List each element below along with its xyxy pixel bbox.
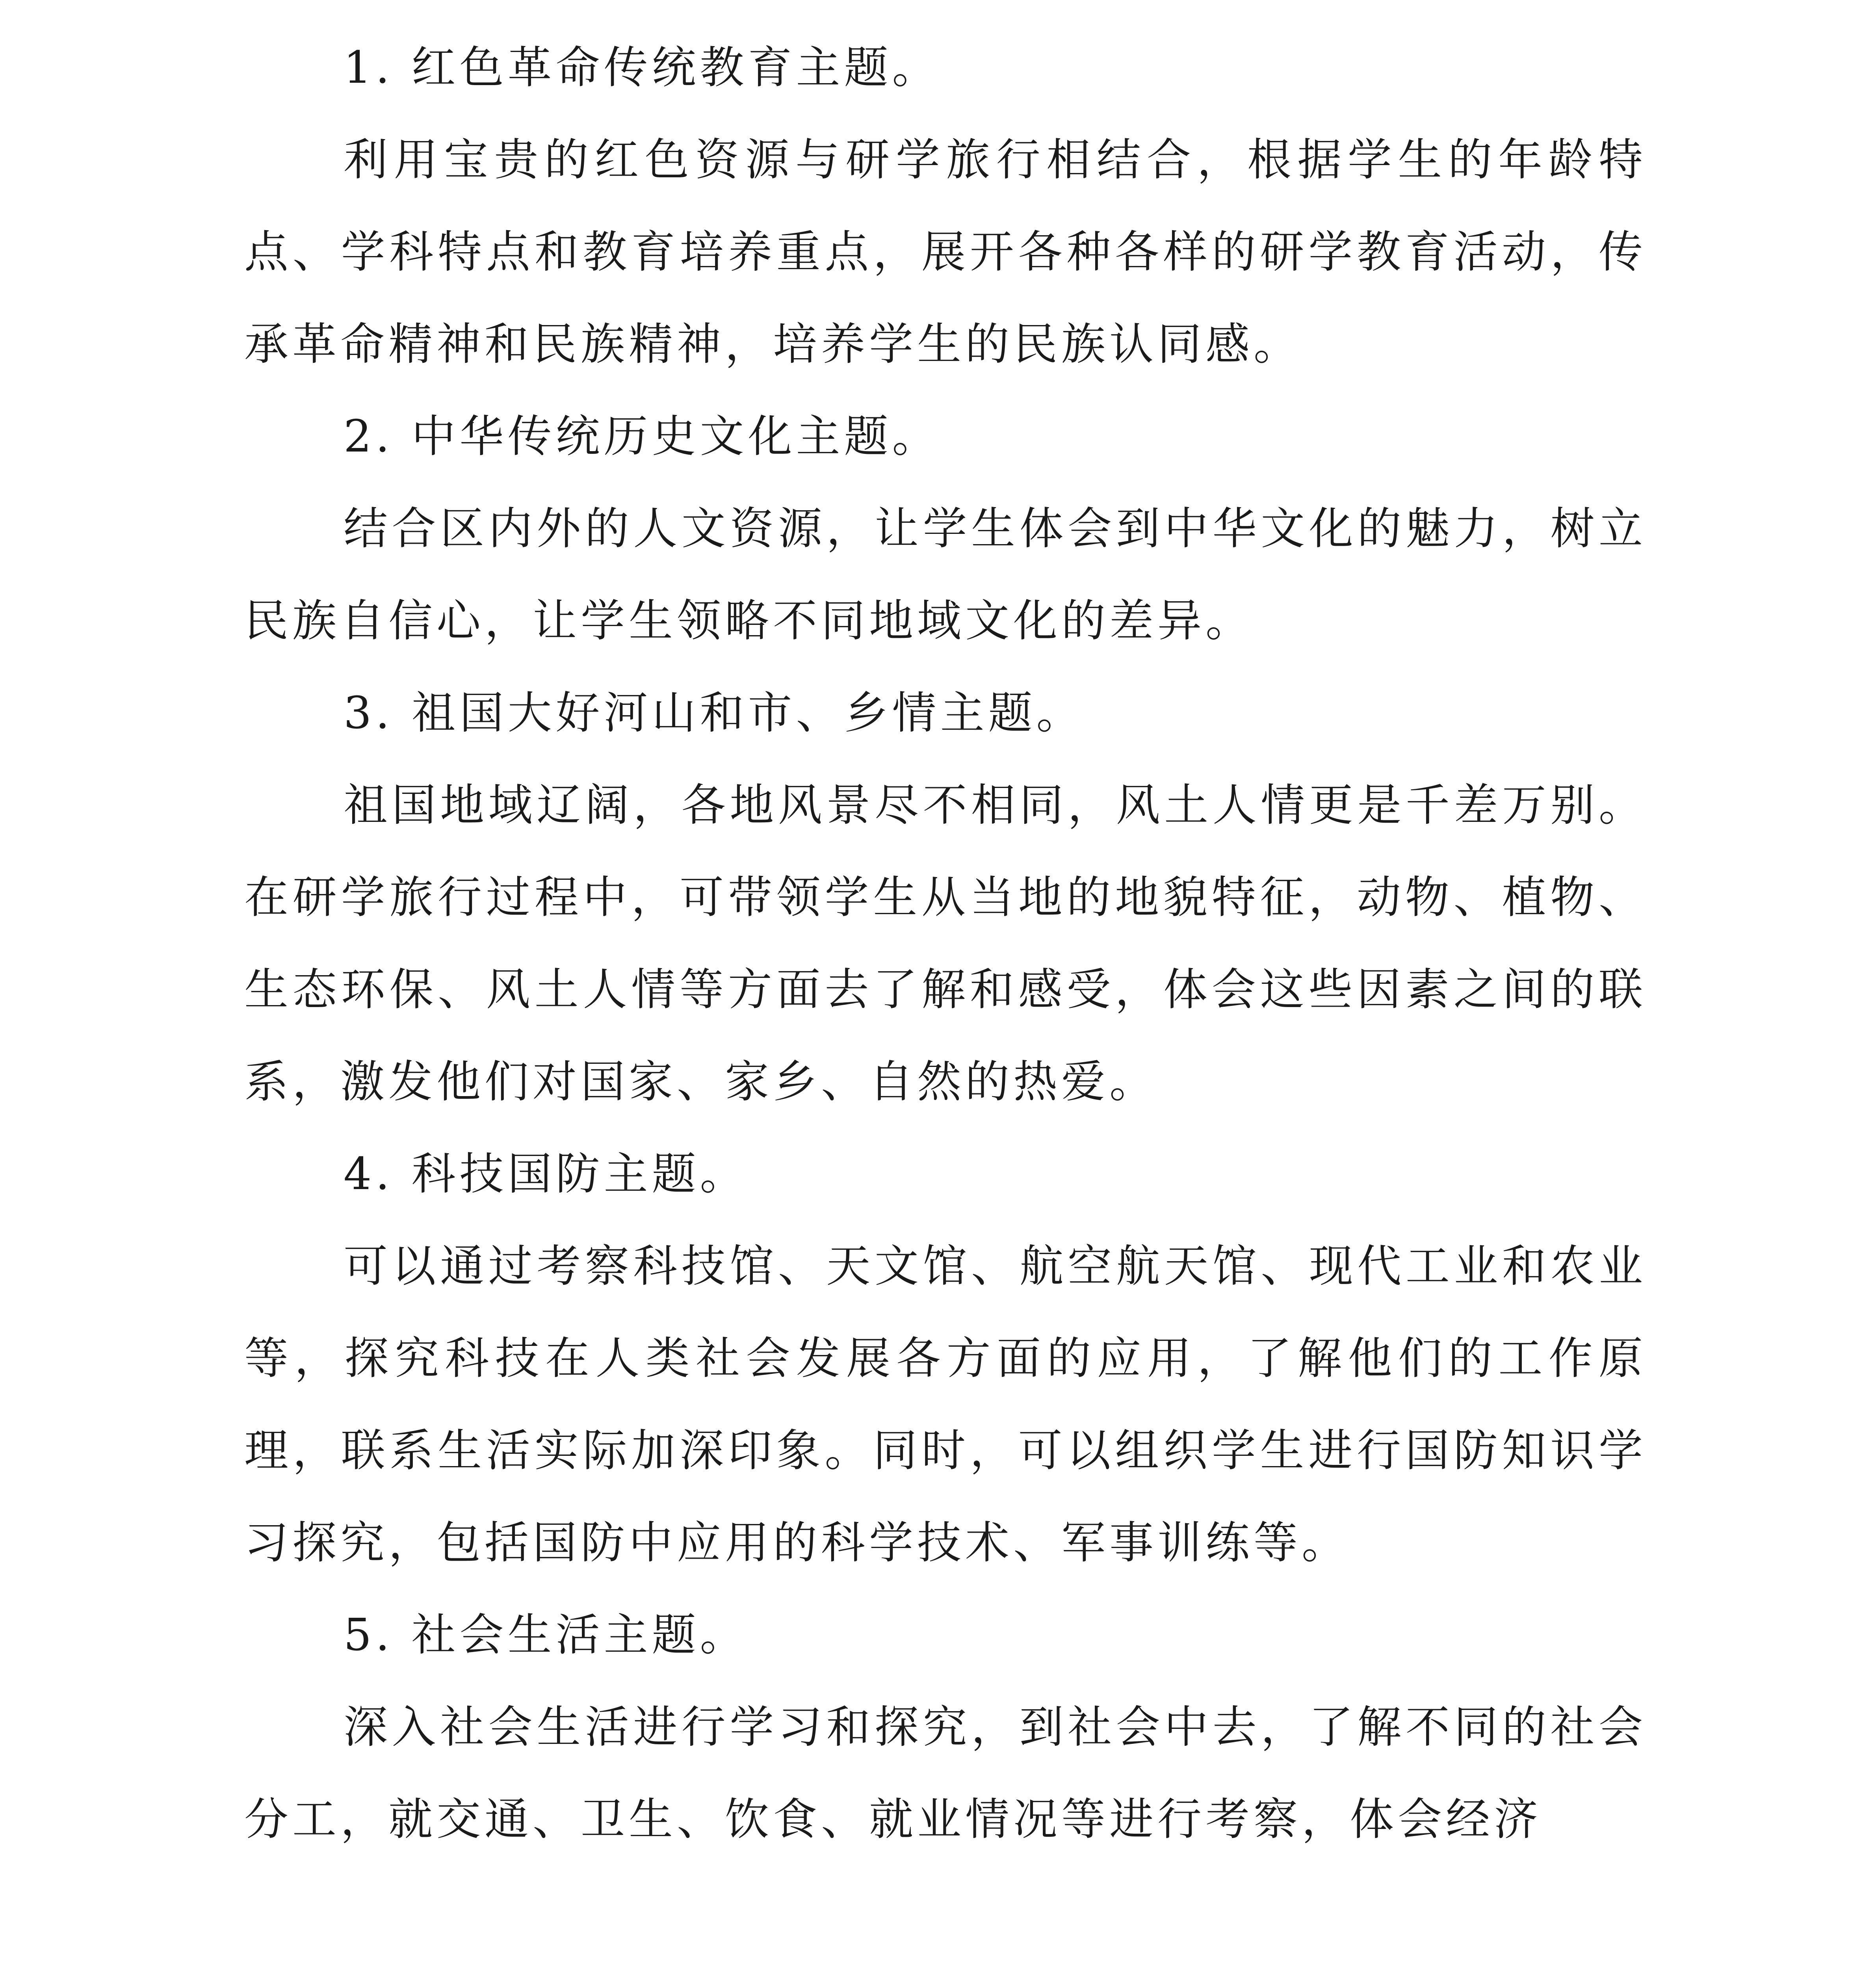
section-heading: 5. 社会生活主题。 — [344, 1609, 748, 1661]
section-heading: 2. 中华传统历史文化主题。 — [344, 411, 940, 462]
section-paragraph: 可以通过考察科技馆、天文馆、航空航天馆、现代工业和农业等，探究科技在人类社会发展各方面的应用，了解他们的工作原理，联系生活实际加深印象。同时，可以组织学生进行国防知识学习探究，包括国防中应用的科学技术、军事训练等。 — [244, 1241, 1647, 1569]
document-body — [244, 22, 1647, 1866]
section-heading: 3. 祖国大好河山和市、乡情主题。 — [344, 688, 1085, 739]
section-heading: 4. 科技国防主题。 — [344, 1149, 748, 1200]
section-heading: 1. 红色革命传统教育主题。 — [344, 42, 940, 93]
section-paragraph: 祖国地域辽阔，各地风景尽不相同，风土人情更是千差万别。在研学旅行过程中，可带领学生从当地的地貌特征，动物、植物、生态环保、风土人情等方面去了解和感受，体会这些因素之间的联系，激发他们对国家、家乡、自然的热爱。 — [244, 780, 1647, 1108]
section-paragraph: 结合区内外的人文资源，让学生体会到中华文化的魅力，树立民族自信心，让学生领略不同地域文化的差异。 — [244, 503, 1647, 647]
section-paragraph: 利用宝贵的红色资源与研学旅行相结合，根据学生的年龄特点、学科特点和教育培养重点，展开各种各样的研学教育活动，传承革命精神和民族精神，培养学生的民族认同感。 — [244, 134, 1647, 370]
section-paragraph: 深入社会生活进行学习和探究，到社会中去，了解不同的社会分工，就交通、卫生、饮食、就业情况等进行考察，体会经济 — [244, 1702, 1647, 1845]
